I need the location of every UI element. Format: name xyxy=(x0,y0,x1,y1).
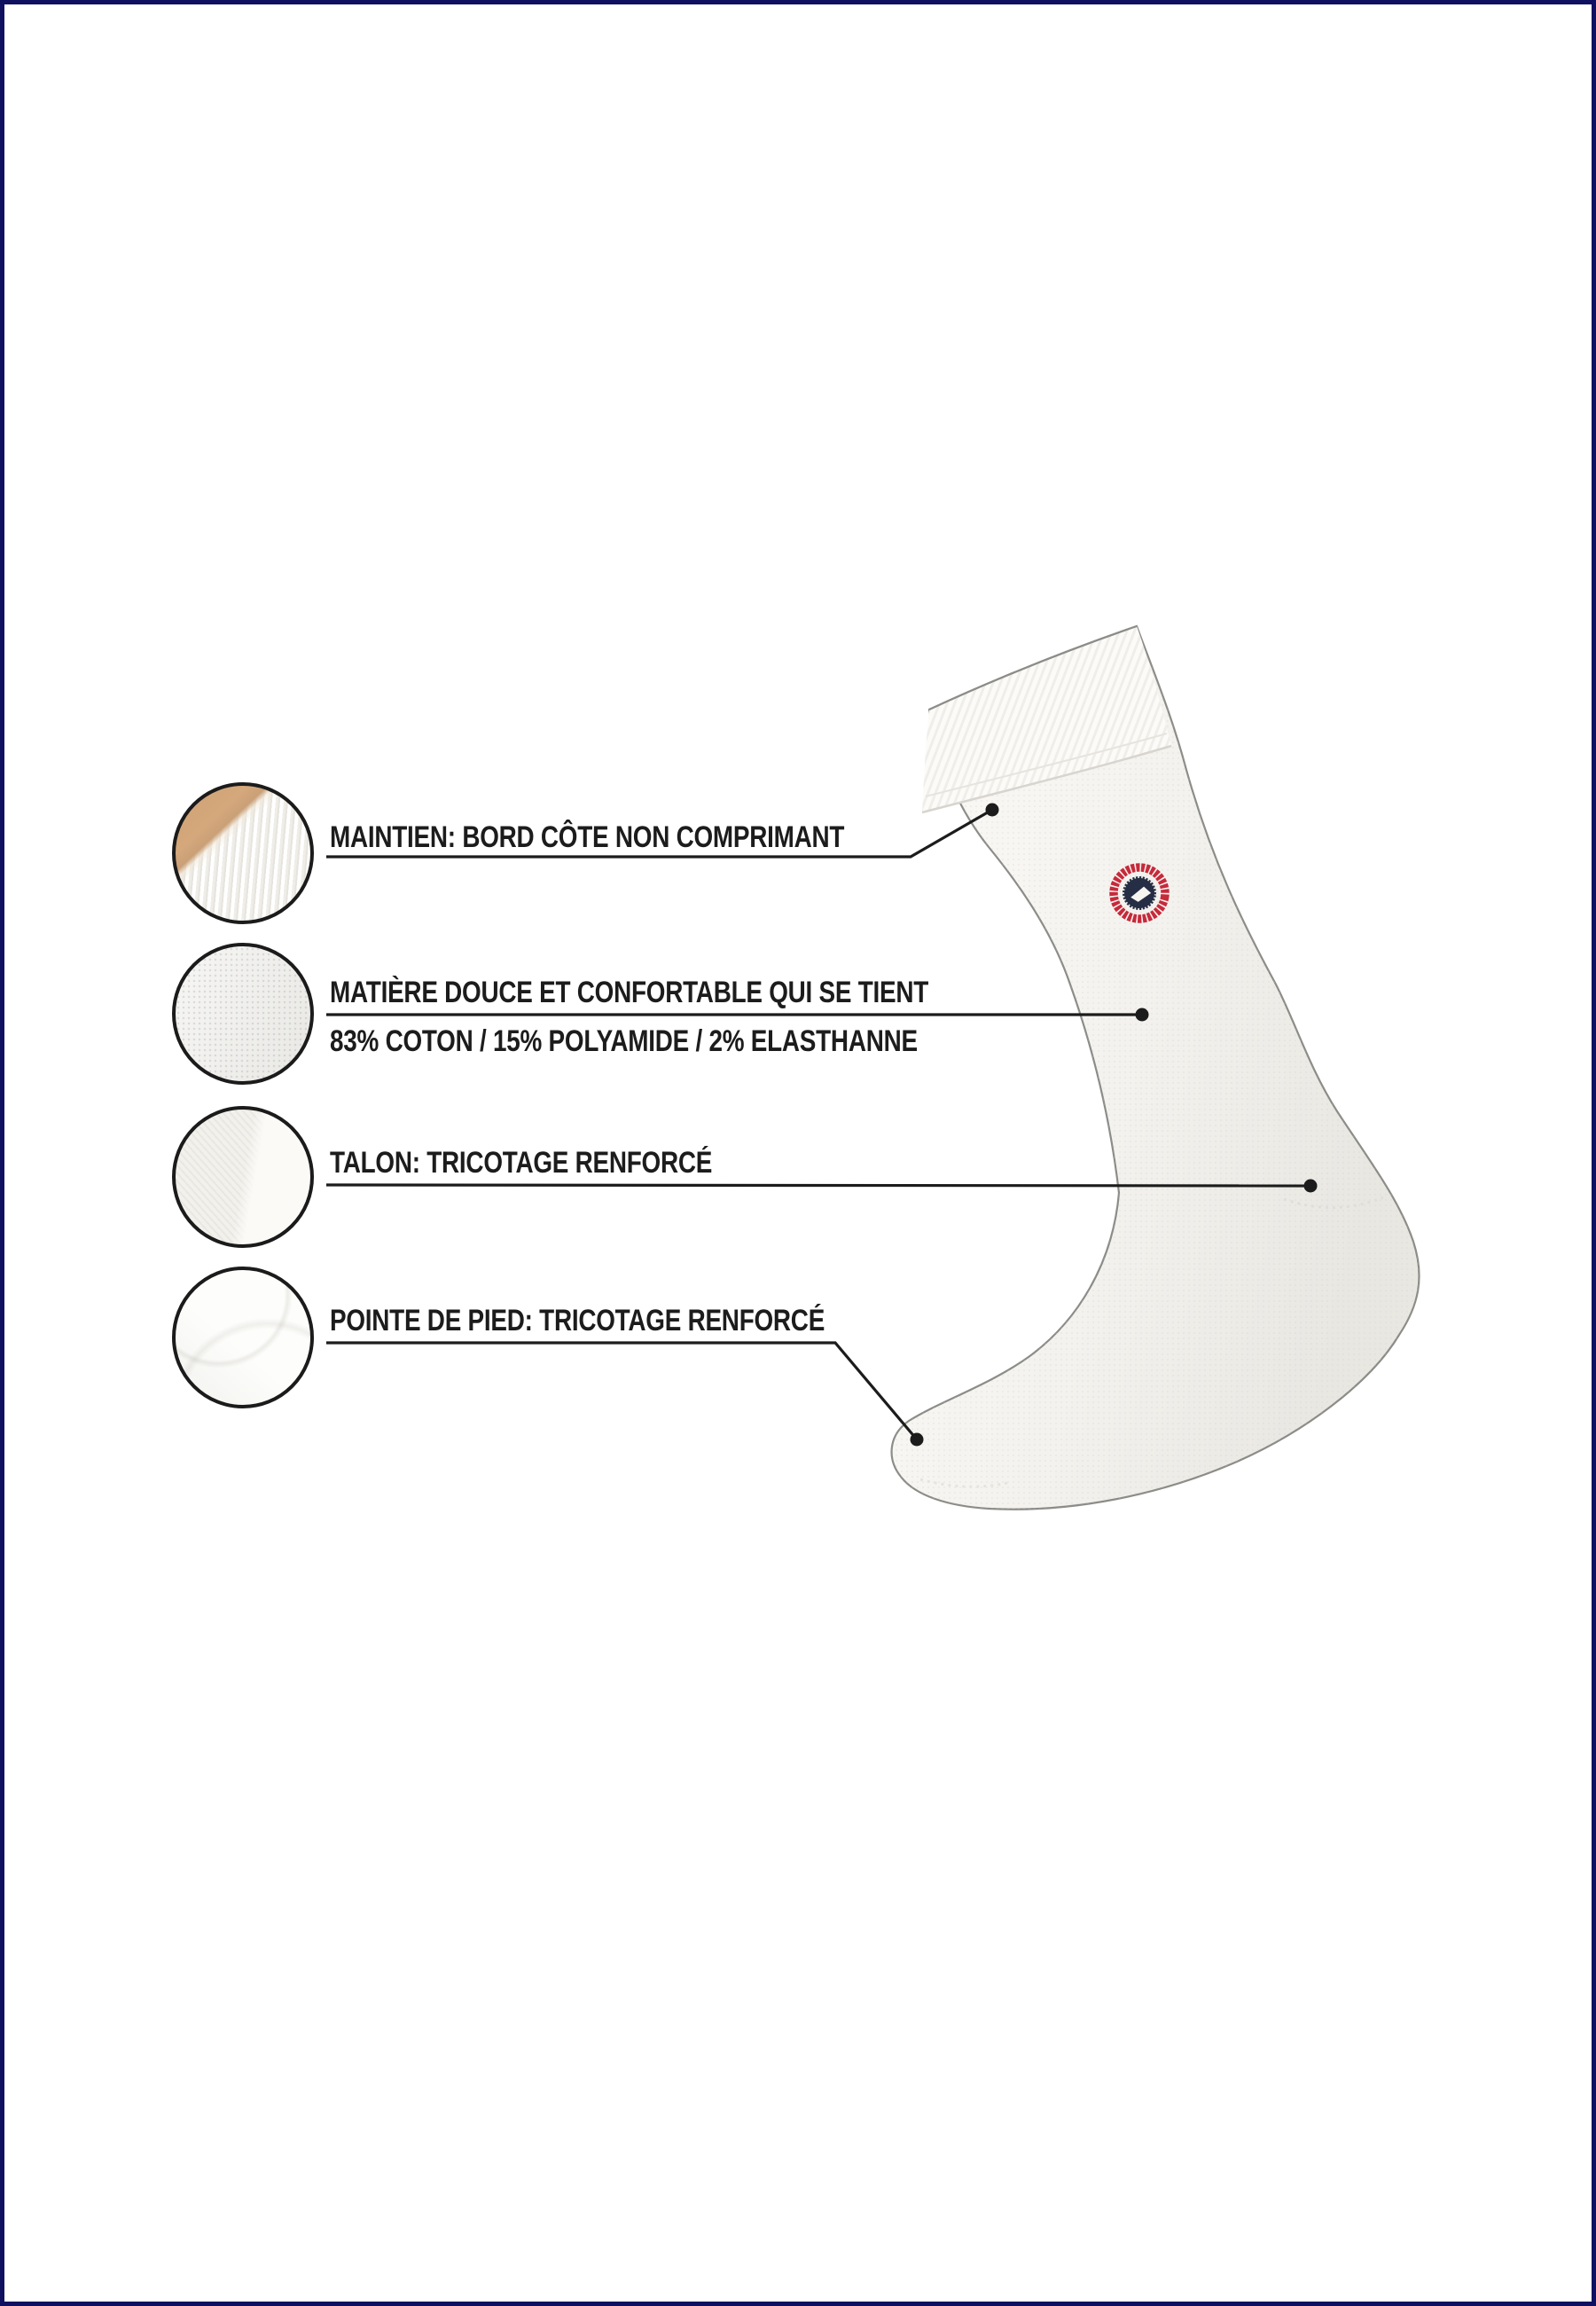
dot-cuff xyxy=(986,804,999,817)
cuff-closeup-photo xyxy=(172,782,314,924)
toe-closeup-photo xyxy=(172,1267,314,1408)
annotation-pointe: POINTE DE PIED: TRICOTAGE RENFORCÉ xyxy=(330,1304,825,1337)
dot-toe xyxy=(911,1433,924,1447)
annotation-composition: 83% COTON / 15% POLYAMIDE / 2% ELASTHANNE xyxy=(330,1024,918,1058)
heel-closeup-photo xyxy=(172,1106,314,1248)
dot-fabric xyxy=(1136,1008,1149,1022)
fabric-closeup-photo xyxy=(172,943,314,1085)
sock-body xyxy=(892,626,1420,1510)
leader-pointe xyxy=(326,1343,917,1439)
leader-talon xyxy=(326,1185,1310,1186)
annotation-talon: TALON: TRICOTAGE RENFORCÉ xyxy=(330,1146,713,1180)
annotation-maintien: MAINTIEN: BORD CÔTE NON COMPRIMANT xyxy=(330,820,845,854)
annotation-matiere: MATIÈRE DOUCE ET CONFORTABLE QUI SE TIENT xyxy=(330,976,929,1009)
dot-heel xyxy=(1304,1180,1318,1193)
